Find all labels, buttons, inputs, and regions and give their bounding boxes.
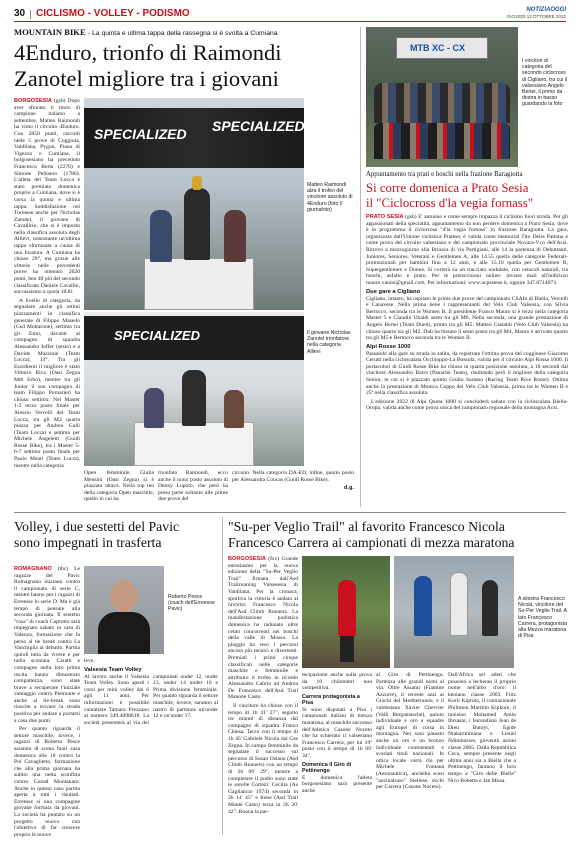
banner-text: MTB XC - CX xyxy=(410,43,465,53)
headline-line: 4Enduro, trionfo di Raimondi xyxy=(14,40,282,65)
paragraph: Il vincitore ha chiuso con il tempo di 1h 41' 27", seguito tre minuti di distanza dal compagno di squadra Franco Chiesa. Terzo con il tempo di 1h 45' Gabriele Nicola dal Gse Zegna. In campo femminile da segnalare il successo sul percorso di Susan Ostano (Asd Climb Runners) con un tempo di 2h 06' 29", mentre a completare il podio sono state le sorelle Cortezi: Cecilia (As Gagliancio 1974) seconda in 2h 14' 45" e Irene (Asd Trail Monte Casto) terza in 2h 20' 42". Buona la par- xyxy=(228,703,298,815)
headline-line: Zanotel migliore tra i giovani xyxy=(14,66,279,91)
veglio-headline xyxy=(228,519,568,551)
paragraph: leve. xyxy=(84,658,95,664)
prato-body xyxy=(366,214,568,508)
paragraph: circuito. Nella categoria DA-ED, infine, quarto posto per Alessandra Concas (Guidi Rosse Bike). xyxy=(232,470,354,483)
athlete-figure xyxy=(224,210,246,262)
kicker-label: MOUNTAIN BIKE xyxy=(14,27,86,37)
subheading: Carrera protagonista a Pisa xyxy=(302,693,360,706)
kicker-text: - La quinta e ultima tappa della rassegna si è svolta a Cumiana xyxy=(87,30,278,37)
athlete-figure xyxy=(224,390,244,428)
lead-place: PRATO SESIA xyxy=(366,214,404,220)
group-row xyxy=(374,123,510,159)
volley-col2 xyxy=(84,658,218,834)
photo-caption: I vincitori di categoria del secondo ciclocross di Cigliano, tra cui il valsesiano Angelo Bertei, il primo da destra in basso guardando la foto xyxy=(522,58,567,108)
paragraph: E' autunno e come sempre impazza il ciclismo fuori strada. Per gli appassionati della specialità, appuntamento da non perdere domenica a Prato Sesia, dove è in programma il ciclocross "d'la vegia fornass" in frazione Baragiotta. La gara, organizzata dall'Unione ciclistica Pratese, è valida come memorial Tito Della Pattona e come prova del circuito valsesiano e del campionato provinciale Novara-Vco dell'Acsi. Ritrovo a mezzogiorno alla Briosca di via Partigiani, alle 14 la partenza di Debuttanti, Juniores, Seniores, Veterani e Gentlemen A, alle 14.55 quella delle categorie Federali-promozionali per bambini fino a 12 anni, e alle 15.10 quella per Gentlemen B, Supergentlemen e Donne. Si correrà su un tracciato ondulato, con ostacoli naturali, tra boschi, asfalto e prato. Per le preiscrizioni online: inviare mail all'indirizzo mauro.vanini@gmail.com. Per informazioni: www.ucpratese.it, oppure 347.0714073. xyxy=(366,214,568,286)
runner-photo-carrera xyxy=(394,556,514,668)
paragraph: L'edizione 2022 di Alpi Quota 1000 si concluderà sabato con la cicloscalata Biella-Oropa, valida anche come prova unica del campionato regionale della montagna Acsi. xyxy=(366,398,568,412)
athlete-figure xyxy=(184,188,210,260)
veglio-col4 xyxy=(448,672,516,834)
podium-block xyxy=(144,258,254,310)
headline-line: "Su-per Veglio Trail" al favorito Francesco Nicola xyxy=(228,519,505,534)
runner-figure xyxy=(414,576,432,636)
section-title: CICLISMO - VOLLEY - PODISMO xyxy=(36,8,190,19)
photo-caption: A sinistra Francesco Nicola, vincitore del Su-Per Veglio Trail. A lato Francesco Carrera, protagonista alla Mezza maratona di Pisa xyxy=(518,596,568,640)
headline-line: il "Ciclocross d'la vegia fornass" xyxy=(366,196,533,210)
prato-top-line: Appuntamento tra prati e boschi nella frazione Baragiotta xyxy=(366,171,523,178)
athlete-figure xyxy=(150,210,172,262)
mtb-kicker xyxy=(14,27,354,37)
portrait-head xyxy=(110,580,138,612)
brand: NOTIZIAOGGI xyxy=(526,7,566,13)
mtb-column xyxy=(14,98,80,469)
sponsor-logo: SPECIALIZED xyxy=(114,328,200,343)
portrait-body xyxy=(98,612,150,654)
lead-place: BORGOSESIA xyxy=(14,98,52,104)
byline: (fzv) xyxy=(268,556,280,562)
lead-place: ROMAGNANO xyxy=(14,566,52,572)
headline-line: sono impegnati in trasferta xyxy=(14,535,162,550)
photo-caption: Matteo Raimondi alza il trofeo del vincitore assoluto di 4Enduro (foto Il giurnafoto) xyxy=(307,182,353,213)
mtb-bottom-col xyxy=(158,470,228,508)
runner-figure xyxy=(338,580,356,636)
byline: (tbc) xyxy=(57,566,69,572)
paragraph: Dall'Africa sei atleti che possono a lecheran il proprio nome nell'albo d'oro: il keniano classe 2003 Fritz Korir Kipruto, il connazionale Philimon Maritim Kipkore, il tunisino Mohamed Amin Ibrsasni, i burundiani Jean de Dieu Butoyi, Egide Ntakarutimana e Lionel Ndimbazwe, gioventù asioni classe 2005. Dalla Repubblica Ceca, sempre presente negli ultimi anni sia a Biella che a Pettinengo, faranno il loro tempo a "Giro delle Biella" Nico Bobetta e Jan Musa. xyxy=(448,672,516,784)
volley-col1 xyxy=(14,566,80,838)
byline: (gsb) xyxy=(53,98,66,104)
date: GIOVEDÌ 13 OTTOBRE 2022 xyxy=(506,14,566,19)
headline-line: Si corre domenica a Prato Sesia xyxy=(366,181,529,195)
column-divider xyxy=(360,27,361,507)
mtb-bottom-col xyxy=(84,470,154,508)
signature: d.g. xyxy=(344,485,354,492)
paragraph: Open femminile Giulia Mensini (Oasi Zegna) si è piazzata ottava. Nella top ten della categoria Open maschile, quello in cui ha xyxy=(84,470,154,503)
paragraph: Passando alla gare su strada in salita, da registrare l'ottima prova del cogginese Giacomo Cerutti nella cicloscalata Occhioppo-La Bossola, valida per il circuito Alpi Rossa 1000. Il portacolori di Guidi Rosse Bike ha chiuso in quarta posizione assoluta, a 18 secondi dal vincitore Alessandro Barra (Panachè Team), risultando però il migliore della categoria Senior, in cui si è piazzato quinto Giulio Sarasso (Racing Team Rive Rosse). Ottima anche la prestazione di Monica Coppo del Velo Club Valsesia, prima tra le Women B e 25ª nella classifica assoluta. xyxy=(366,350,568,397)
byline: (gsb) xyxy=(405,214,417,220)
runner-photo-nicola xyxy=(302,556,390,668)
sponsor-logo-right: SPECIALIZED xyxy=(212,118,305,134)
podium-block xyxy=(134,422,254,466)
mtb-headline xyxy=(14,40,354,92)
trophy-icon xyxy=(192,176,202,190)
group-row xyxy=(374,83,510,123)
subheading: Alpi Rosse 1000 xyxy=(366,343,411,350)
paragraph: trionfato Raimondi, ecco anche il nono posto assoluto di Denny Lupoto, che però ha preso parte soltanto alle prime due prove del xyxy=(158,470,228,503)
runner-figure xyxy=(450,572,468,636)
header-divider xyxy=(30,10,31,19)
paragraph: Per quanto riguarda il settore maschile, invece, i ragazzi di Roberto Pesce saranno di scena fuori casa domenica alle 18 contro la Pol Cavaglietto, formazione che alla prima giornata ha subito una netta sconfitta contro Conad Montanaro. Anche in questo caso partita aperta a tutti i risultati. Erreesse si una compagine giovane formata da giovani. La società ha puntato su un progetto nuovo con l'obiettivo di far crescere proprio le nuove xyxy=(14,726,80,838)
paragraph: Al lavoro anche il Valsesia Team Volley. Sono aperti i corsi per mini volley dai 6 agli 11 anni. Per informazioni è possibile contattare Tamara Prezzano al numero 349.4098618. La società presenterà al via dei campionati under 12, under 13, under 14 under 16 e Prima divisione femminile. Per quanto riguarda il settore maschile, invece, saranno al nastro di partenza un'under 12 e un'under 17. xyxy=(84,673,218,726)
headline-line: Volley, i due sestetti del Pavic xyxy=(14,519,180,534)
mtb-bottom-col xyxy=(232,470,354,508)
podium-photo xyxy=(84,98,304,310)
runner-figure xyxy=(482,580,498,636)
athlete-figure xyxy=(182,370,206,426)
photo-caption: Roberto Pesce (coach dell'Erreesse Pavic) xyxy=(168,594,215,613)
subheading: Valsesia Team Volley xyxy=(84,666,142,673)
paragraph: tecipazione anche sulla prova da 10 chilometri non competitiva. xyxy=(302,672,372,692)
paragraph: Cigliano, intanto, ha ospitato le prime due prove del campionato CSAIn di Biella, Vercelli e Canavese. Nella prima bene i rappresentanti del Velo Club Valsesia, con Silvia Bertocco, seconda tra le Women B. Il presidente Franco Mauro si è terzo nella categoria Master 5 e Claudio Ubaldi sesto tra gli M6. Nella seconda, una grande prestazione di Angelo Bertei (Team Dueit), primo tra gli M5. Matteo Castaldi (Velo Club Valsesia) ha chiuso quarto tra gli M2. Dub ha bissato il sesto posto tra gli M4, Mauro è arrivato quarto tra gli M5 e Bertocco seconda tra le Women B. xyxy=(366,295,568,342)
paragraph: al Giro di Pettinengo. Partenza alle grandi nomi al via. Oltre Assami (Fiamme Azzurre), il recente azzi ai Giochi del Mediterraneo, e il valdostano Xavier Chevrier (Valli Bergamasche), quinto individuale e oro a squadre agli Europei di corsa in montagna. Nei suoi passato anche un oro e un bronzo individuale continentali e svariati titoli nazionali. In ottica locale varrà chi per Michele Fontana (Aeronautica), ancheba scesi "ancinalzato" Stellese, ecchi per Carrera (Casone Noceto). xyxy=(376,672,444,791)
subheading: Due gare a Cigliano xyxy=(366,288,421,295)
headline-line: Francesco Carrera ai campionati di mezza maratona xyxy=(228,535,515,550)
paragraph: A livello di categoria, da segnalare anche gli ottimi piazzamenti in classifica generale di Filippo Masedo (Gsd Mottarone), settimo tra gli Elmi, davanti al compagno di squadra Alessandro Ioffer (sesto) e a Davide Mazzone (Team Locca), 13°. Tra gli Esordienti il migliore è stato Vittorio Biva (Oasi Zegna Mtb Erbo), mentre tra gli Junior il suo compagno di team Filippo Pornarieri ha chiuso settimo. Nei Master 1-2 terzo posto finale per Alessio Vercelli del Team Locca, tra gli M3 quarta piazza per Andrea Galli (Team Locca) e settimo per Michele Angeletti (Guidi Rosse Bike), tra i Master 5-6-7 settimo posto finale per Paolo Menti (Team Lucra), mentre nella categoria xyxy=(14,297,80,469)
runner-legs xyxy=(340,636,354,662)
paragraph: Le ragazze del Pavic Romagnano iniziano contro il campionato di serie C, mentre hanno per i ragazzi di Erreesse in serie D. Ma è già tempo di pensare alla seconda giornata. Il sestetto "rosa" di coach Caprotto sarà impegnato sabato in casa di Valenza, formazione che fa perso al tie break contro La Vanchiglia al debutto. Partita quindi tutta da vivere e per nulla scontata. Caratti e compagne nella loro prima uscita hanno dimostrato compattezza, sono state brave a recuperare l'iniziale vantaggio contro Piemonte e anche al tie-break sono riuscite a trovare la strada positiva per andare a portarsi a casa due punti. xyxy=(14,566,80,724)
coach-photo xyxy=(84,566,164,654)
veglio-col2 xyxy=(302,672,372,834)
subheading: Domenica il Giro di Pettinengo xyxy=(302,761,352,774)
podium-photo-allievi xyxy=(84,312,304,466)
paragraph: Dopo aver sfiorato il titolo di campione italiano a settembre, Matteo Raimondi ha vinto il circuito 4Enduro. Con 2850 punti, raccolti nelle 5 prove di Coggiola, Valdilana, Pygun, Piana di Vigezzo e Cumiana, il borgosesiano ha preceduto Francesco Berta (2270) e Simone Pellisero (1780). L'atleta del Team Locca è stato premiato domenica proprio a Cumiana, dove si è corsa la quinta e ultima tappa. Soddisfazione nel Torinese anche per Nicholas Zanotel, il giovane di Cavallirio, che si è imposto nella classifica assoluta degli Allievi, nonostante un'ultima tappa sfortunata a causa di una foratura. A Cumiana ha chiuso 29°, ma grazie alle vittorie nelle precedenti prove ha ottenuto 2620 punti, ben 40 più del secondo classificato Daniele Cavallin, succassismo a quota 1830. xyxy=(14,98,80,296)
paragraph: Si sono disputati a Pisa i campionati italiani di mezza maratona, al maschile successo dell'Atletica Casone Noceto che ha schierato il valsesiano Francesco Carrera, per lui 19º posto con il tempo di 1h 09' 34". xyxy=(302,706,372,759)
column-divider xyxy=(222,517,223,835)
page-number: 30 xyxy=(14,8,26,19)
row-divider xyxy=(14,512,566,513)
photo-caption: Il giovane Nicholas Zanotel trionfatore nella categoria Allievi xyxy=(307,330,351,355)
lead-place: BORGOSESIA xyxy=(228,556,266,562)
sponsor-logo-left: SPECIALIZED xyxy=(94,126,187,142)
paragraph: E domenica l'atleta borgosesiano sarà presente anche xyxy=(302,774,372,794)
volley-headline xyxy=(14,519,218,551)
veglio-col1 xyxy=(228,556,298,834)
ciclocross-photo xyxy=(366,27,518,167)
paragraph: Grande entusiasmo per la nuova edizione della "Su-Per Veglio Trail" firmata dall'Asd Trailrunning Valsesesia di Valdilana. Per la cronaca, sportiva la vittoria è andata al favorito Francesco Nicola dell'Asd Climb Runners. La manifestazione podistica domenica ha radunato oltre cento concorrenti nei boschi della valle di Mosso. La pioggia ha reso i percorsi ancora più tecnici e divertenti. Premiati i primi cinque classificati nelle categorie maschile e femminile e attribuito il trofeo in ricordo Alessandro Cabrio ad Andrea De Francesco dell'Asd Trail Manone Casto. xyxy=(228,556,298,701)
veglio-col3 xyxy=(376,672,444,834)
page-header xyxy=(14,8,566,22)
athlete-figure xyxy=(144,388,164,428)
prato-headline xyxy=(366,181,568,211)
